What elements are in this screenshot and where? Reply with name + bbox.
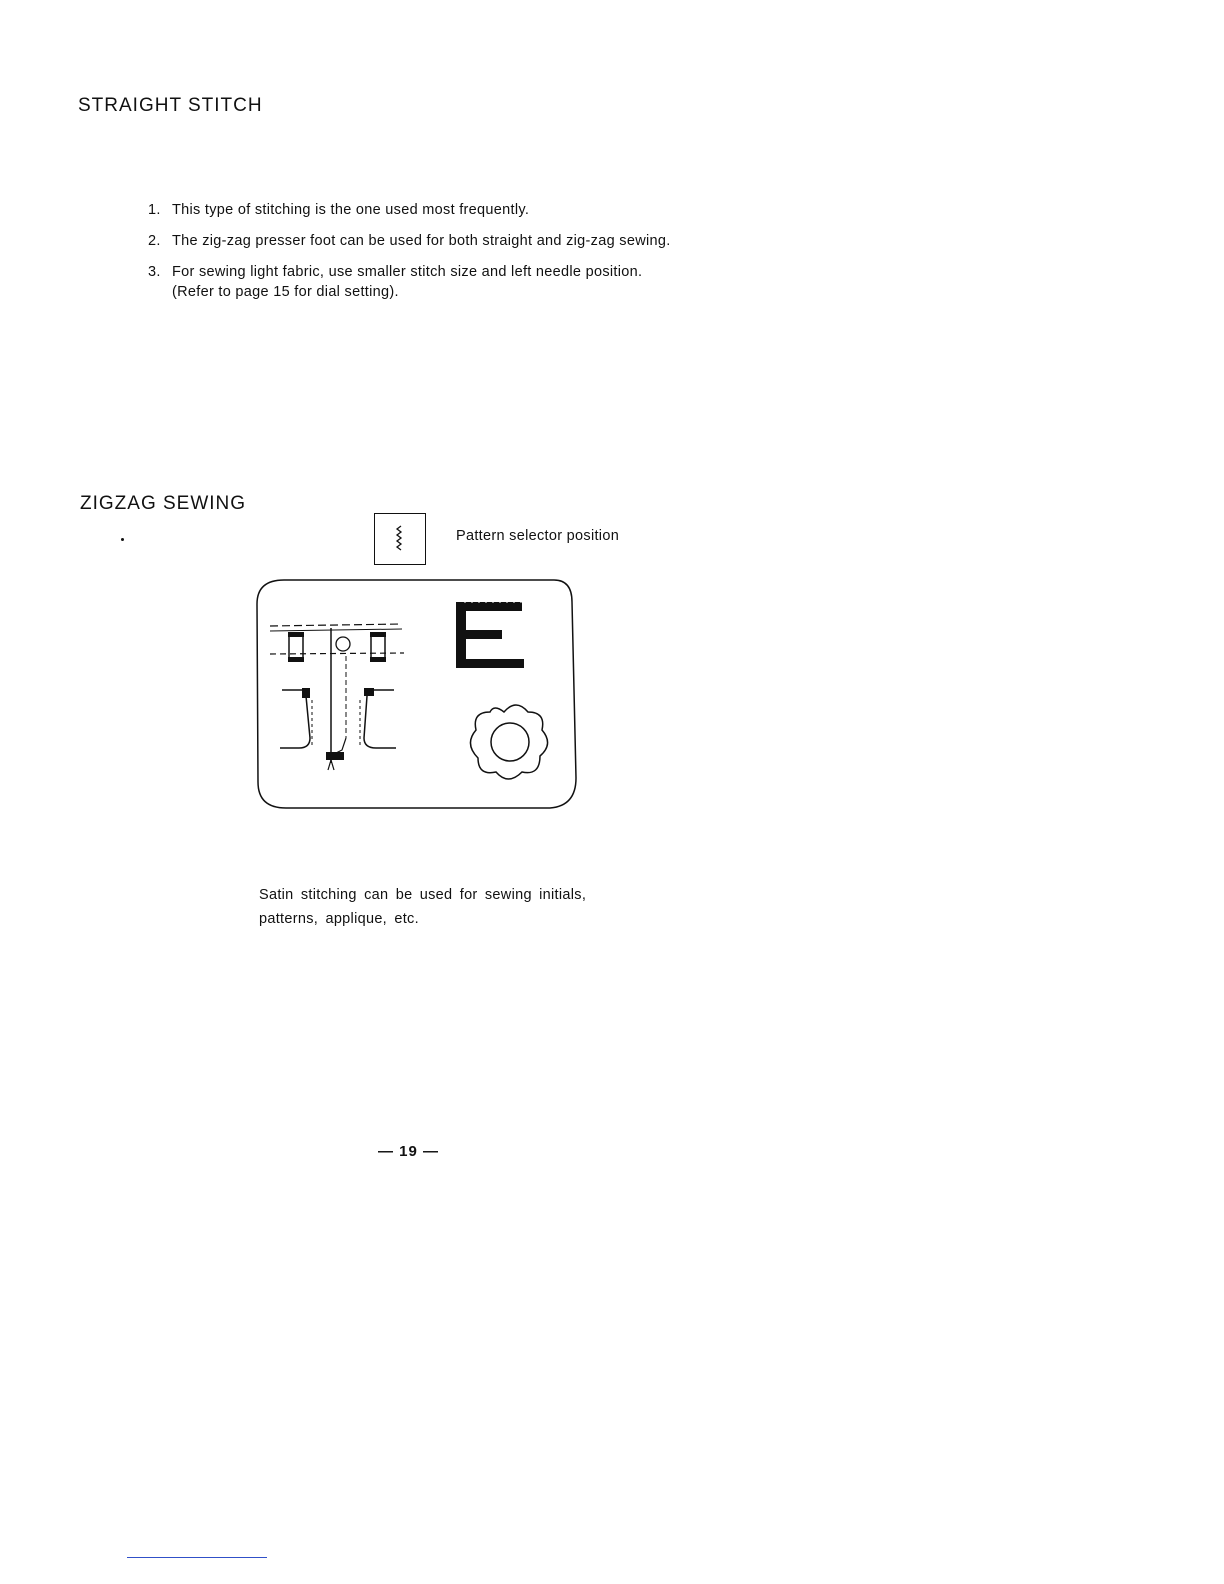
pattern-selector-label: Pattern selector position — [456, 528, 620, 544]
caption-line: patterns, applique, etc. — [259, 911, 419, 927]
letter-e-satin-icon — [456, 602, 524, 668]
list-item-continuation: (Refer to page 15 for dial setting). — [172, 284, 399, 300]
satin-stitch-sample-icon — [270, 624, 404, 770]
list-item-text: For sewing light fabric, use smaller stitch size and left needle position. — [172, 264, 643, 280]
straight-stitch-heading: STRAIGHT STITCH — [78, 95, 263, 116]
pattern-selector-box — [374, 513, 426, 565]
footnote-rule — [127, 1557, 267, 1558]
list-item — [148, 262, 788, 300]
list-item — [148, 200, 788, 231]
zigzag-sewing-heading: ZIGZAG SEWING — [80, 493, 247, 514]
page-number: — 19 — — [378, 1143, 440, 1160]
list-item-number: 2. — [148, 233, 161, 249]
list-item — [148, 231, 788, 262]
list-item-text: The zig-zag presser foot can be used for both straight and zig-zag sewing. — [172, 233, 671, 249]
flower-applique-icon — [470, 705, 547, 779]
list-item-text: This type of stitching is the one used most frequently. — [172, 202, 530, 218]
straight-stitch-list — [148, 200, 788, 300]
list-item-number: 1. — [148, 202, 161, 218]
satin-stitch-illustration — [254, 578, 578, 810]
caption-line: Satin stitching can be used for sewing initials, — [259, 887, 587, 903]
stray-dot — [121, 538, 124, 541]
satin-stitch-caption — [259, 883, 586, 931]
list-item-number: 3. — [148, 264, 161, 280]
zigzag-pattern-icon — [375, 514, 424, 563]
